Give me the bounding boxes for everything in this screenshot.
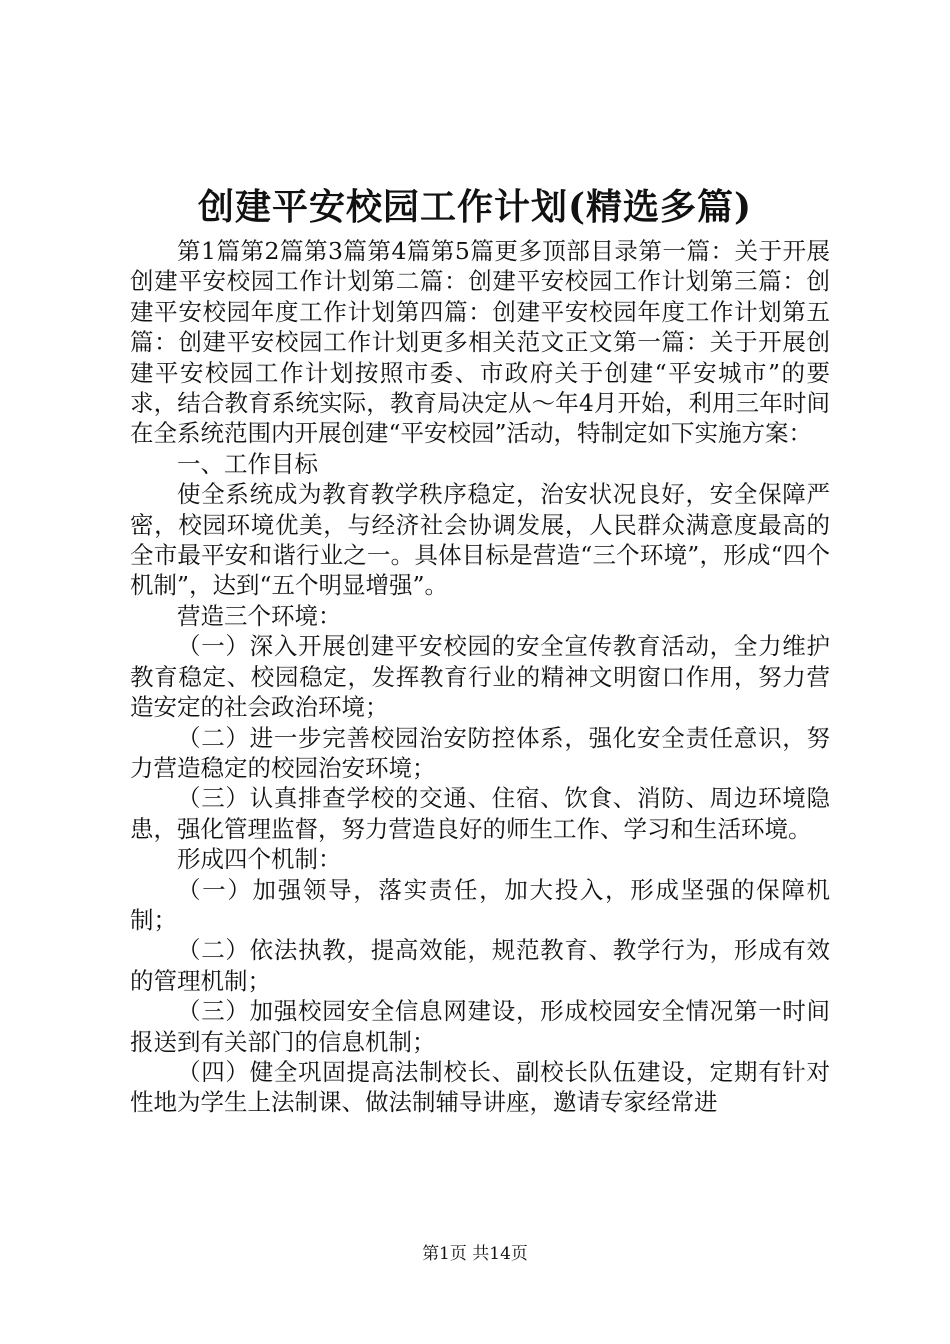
paragraph-mechanism-1: （一）加强领导，落实责任，加大投入，形成坚强的保障机制；: [130, 875, 830, 934]
paragraph-environment-3: （三）认真排查学校的交通、住宿、饮食、消防、周边环境隐患，强化管理监督，努力营造良好的师生工作、学习和生活环境。: [130, 784, 830, 843]
document-title: 创建平安校园工作计划(精选多篇): [197, 186, 753, 228]
heading-work-goals: 一、工作目标: [177, 449, 318, 478]
paragraph-goals: 使全系统成为教育教学秩序稳定，治安状况良好，安全保障严密，校园环境优美，与经济社会协调发展，人民群众满意度最高的全市最平安和谐行业之一。具体目标是营造“三个环境”，形成“四个机制”，达到“五个明显增强”。: [130, 480, 830, 600]
page-number-footer: 第1页 共14页: [422, 1244, 528, 1264]
paragraph-mechanism-2: （二）依法执教，提高效能，规范教育、教学行为，形成有效的管理机制；: [130, 936, 830, 995]
heading-four-mechanisms: 形成四个机制：: [177, 845, 342, 874]
document-body: [130, 236, 830, 1118]
paragraph-toc-intro: 第1篇第2篇第3篇第4篇第5篇更多顶部目录第一篇：关于开展创建平安校园工作计划第二篇：创建平安校园工作计划第三篇：创建平安校园年度工作计划第四篇：创建平安校园年度工作计划第五篇：创建平安校园工作计划更多相关范文正文第一篇：关于开展创建平安校园工作计划按照市委、市政府关于创建“平安城市”的要求，结合教育系统实际，教育局决定从～年4月开始，利用三年时间在全系统范围内开展创建“平安校园”活动，特制定如下实施方案：: [130, 237, 830, 448]
paragraph-environment-1: （一）深入开展创建平安校园的安全宣传教育活动，全力维护教育稳定、校园稳定，发挥教育行业的精神文明窗口作用，努力营造安定的社会政治环境；: [130, 632, 830, 722]
paragraph-environment-2: （二）进一步完善校园治安防控体系，强化安全责任意识，努力营造稳定的校园治安环境；: [130, 723, 830, 782]
heading-three-environments: 营造三个环境：: [177, 601, 342, 630]
paragraph-mechanism-3: （三）加强校园安全信息网建设，形成校园安全情况第一时间报送到有关部门的信息机制；: [130, 997, 830, 1056]
paragraph-mechanism-4: （四）健全巩固提高法制校长、副校长队伍建设，定期有针对性地为学生上法制课、做法制辅导讲座，邀请专家经常进: [130, 1057, 830, 1117]
